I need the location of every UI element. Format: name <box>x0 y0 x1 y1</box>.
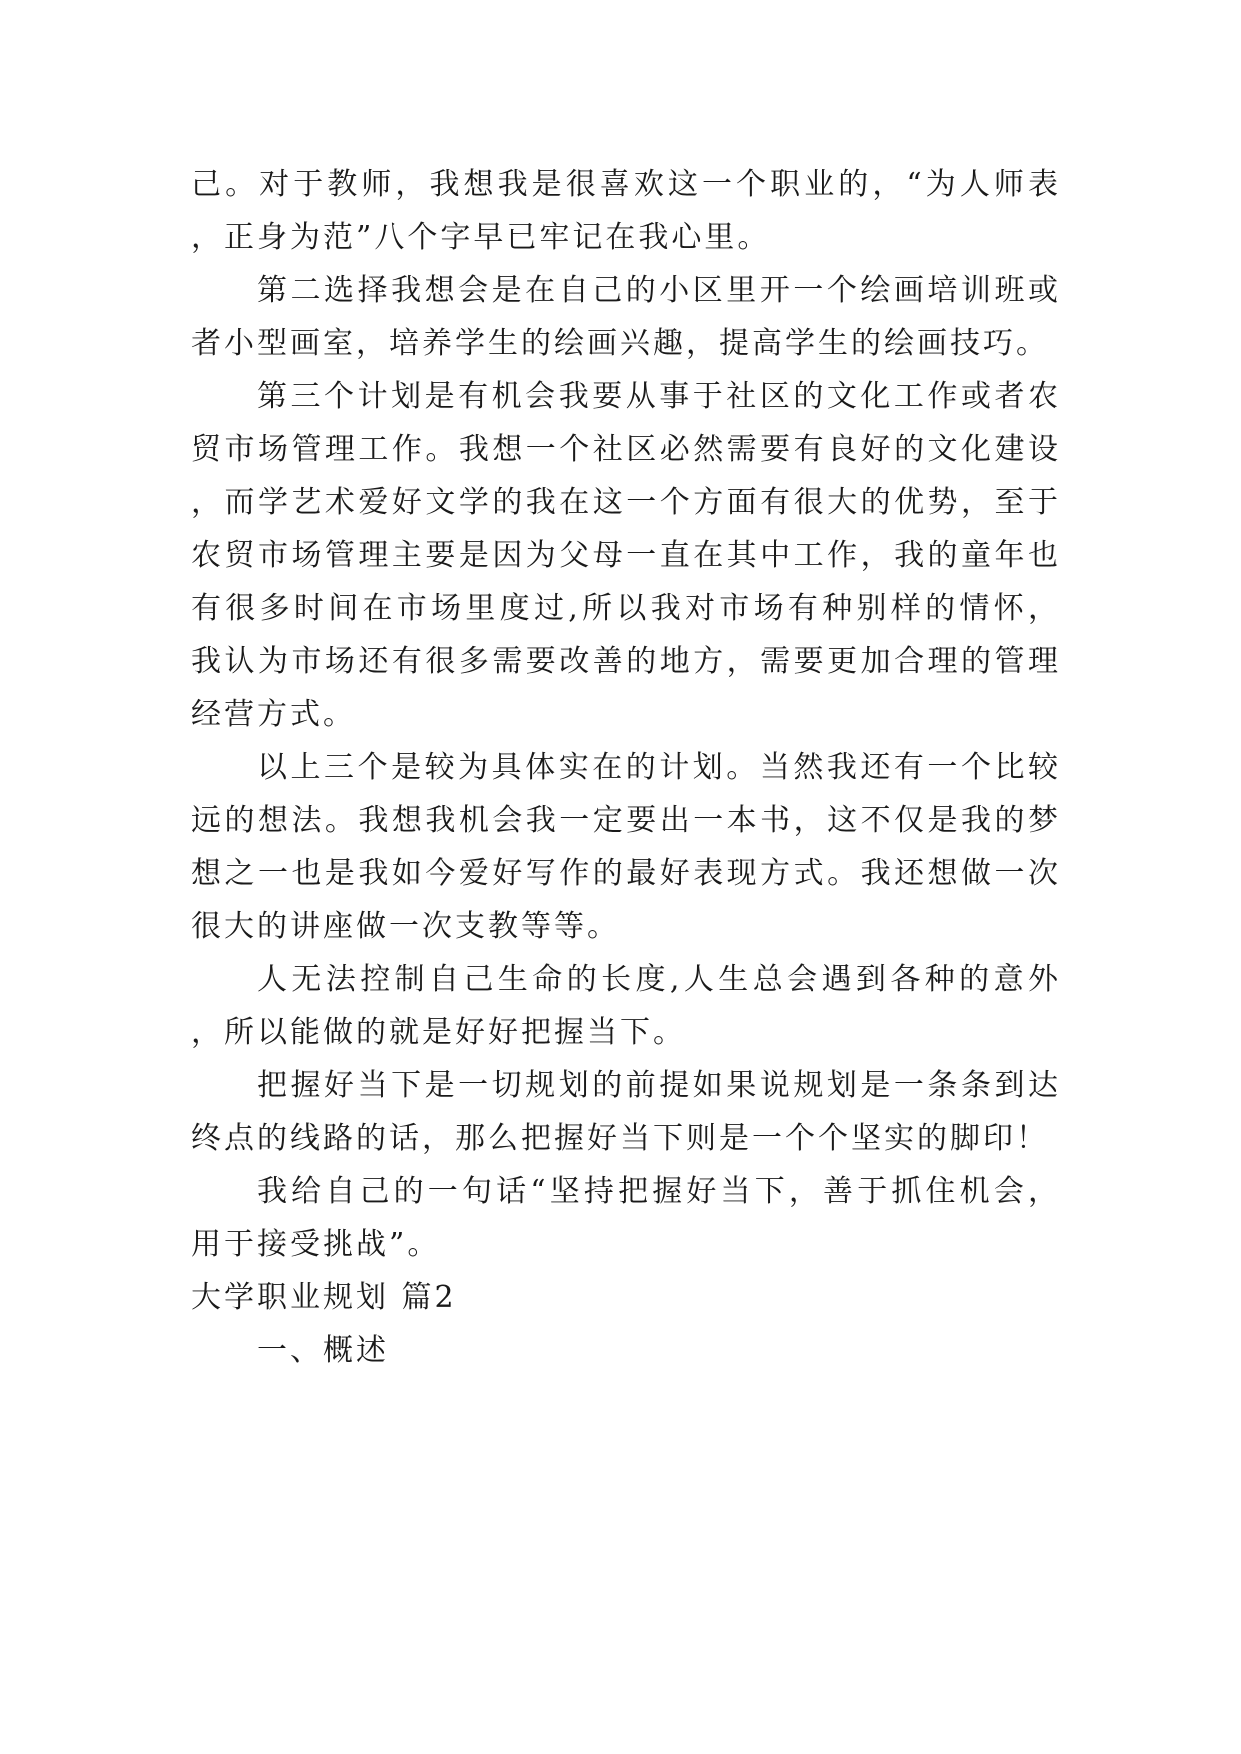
paragraph-further-ideas: 以上三个是较为具体实在的计划。当然我还有一个比较远的想法。我想我机会我一定要出一本书，这不仅是我的梦想之一也是我如今爱好写作的最好表现方式。我还想做一次很大的讲座做一次支教等等。 <box>191 750 1061 944</box>
paragraph-second-choice: 第二选择我想会是在自己的小区里开一个绘画培训班或者小型画室，培养学生的绘画兴趣，提高学生的绘画技巧。 <box>191 273 1061 361</box>
subsection-title: 一、概述 <box>257 1333 389 1368</box>
paragraph-motto: 我给自己的一句话“坚持把握好当下，善于抓住机会，用于接受挑战”。 <box>191 1174 1061 1262</box>
paragraph-third-plan: 第三个计划是有机会我要从事于社区的文化工作或者农贸市场管理工作。我想一个社区必然需要有良好的文化建设，而学艺术爱好文学的我在这一个方面有很大的优势，至于农贸市场管理主要是因为父母一直在其中工作，我的童年也有很多时间在市场里度过,所以我对市场有种别样的情怀，我认为市场还有很多需要改善的地方，需要更加合理的管理经营方式。 <box>191 379 1061 732</box>
paragraph-grasp-present: 把握好当下是一切规划的前提如果说规划是一条条到达终点的线路的话，那么把握好当下则是一个个坚实的脚印！ <box>191 1068 1061 1156</box>
paragraph-life-control: 人无法控制自己生命的长度,人生总会遇到各种的意外，所以能做的就是好好把握当下。 <box>191 962 1061 1050</box>
section-title: 大学职业规划 篇2 <box>191 1280 457 1315</box>
paragraph-continuation: 己。对于教师，我想我是很喜欢这一个职业的，“为人师表，正身为范”八个字早已牢记在我心里。 <box>191 167 1061 255</box>
document-body <box>191 158 1061 1377</box>
